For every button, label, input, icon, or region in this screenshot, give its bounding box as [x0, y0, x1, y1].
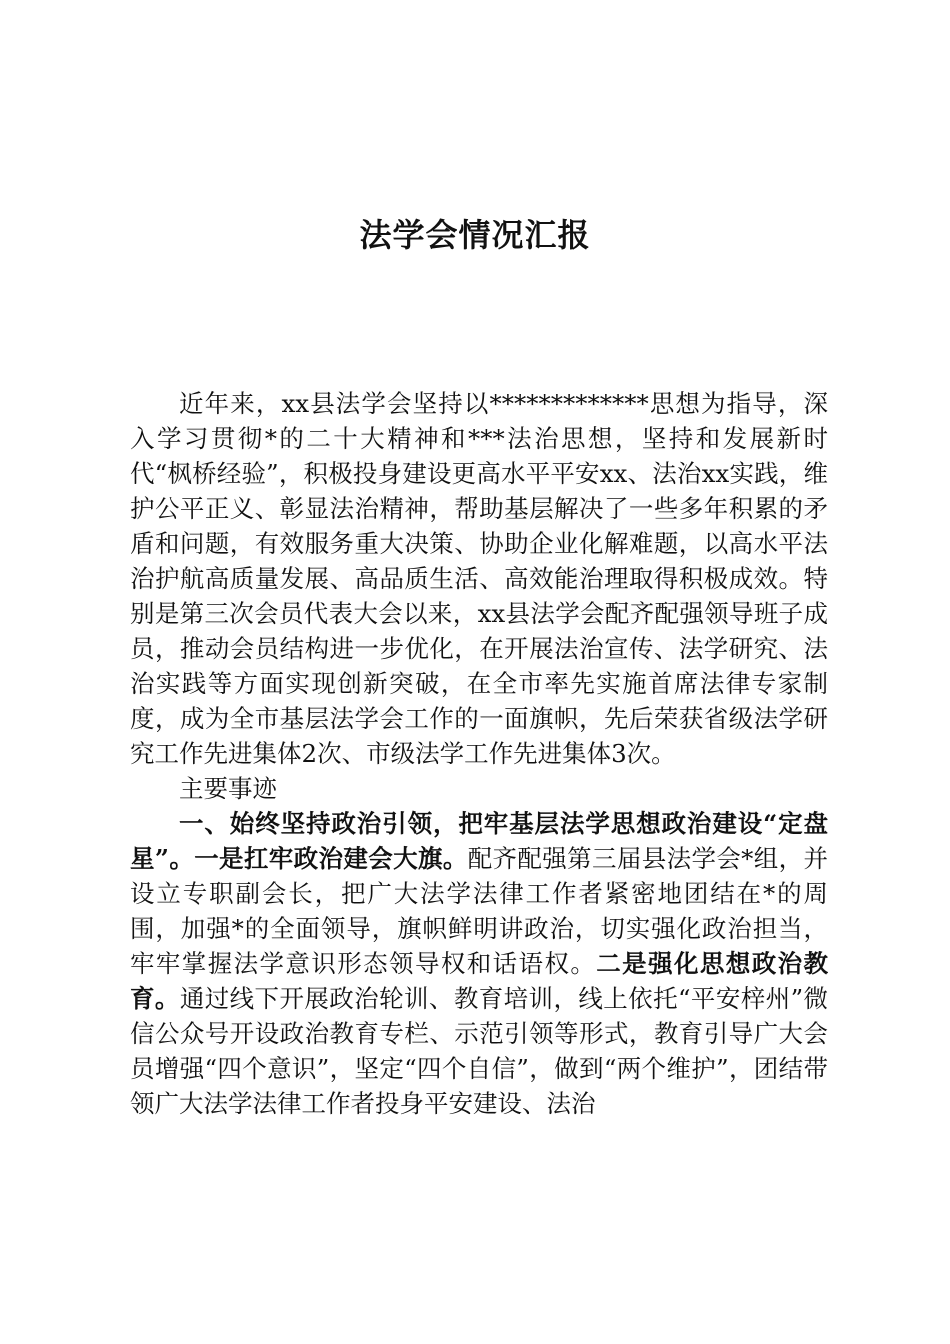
- point-2-text: 通过线下开展政治轮训、教育培训，线上依托“平安梓州”微信公众号开设政治教育专栏、示范引领等形式，教育引导广大会员增强“四个意识”，坚定“四个自信”，做到“两个维护”，团结带领广大法学法律工作者投身平安建设、法治: [130, 984, 828, 1118]
- document-body: [130, 386, 828, 1121]
- point-1-text: 配齐配强第三届县法学会*组，并设立专职副会长，把广大法学法律工作者紧密地团结在*的周围，加强*的全面领导，旗帜鲜明讲政治，切实强化政治担当，牢牢掌握法学意识形态领导权和话语权。: [130, 844, 829, 978]
- document-title: 法学会情况汇报: [359, 216, 591, 254]
- section-label: 主要事迹: [179, 774, 277, 803]
- section-1-paragraph: [130, 806, 828, 1121]
- point-1-heading: 一是扛牢政治建会大旗。: [194, 844, 468, 873]
- point-2-heading: 二是强化思想政治教育。: [130, 949, 829, 1013]
- section-1-heading: 一、始终坚持政治引领，把牢基层法学思想政治建设“定盘星”。: [130, 809, 828, 873]
- intro-paragraph: 近年来，xx县法学会坚持以*************思想为指导，深入学习贯彻*的二十大精神和***法治思想，坚持和发展新时代“枫桥经验”，积极投身建设更高水平平安xx、法治xx实践，维护公平正义、彰显法治精神，帮助基层解决了一些多年积累的矛盾和问题，有效服务重大决策、协助企业化解难题，以高水平法治护航高质量发展、高品质生活、高效能治理取得积极成效。特别是第三次会员代表大会以来，xx县法学会配齐配强领导班子成员，推动会员结构进一步优化，在开展法治宣传、法学研究、法治实践等方面实现创新突破，在全市率先实施首席法律专家制度，成为全市基层法学会工作的一面旗帜，先后荣获省级法学研究工作先进集体2次、市级法学工作先进集体3次。: [130, 389, 828, 768]
